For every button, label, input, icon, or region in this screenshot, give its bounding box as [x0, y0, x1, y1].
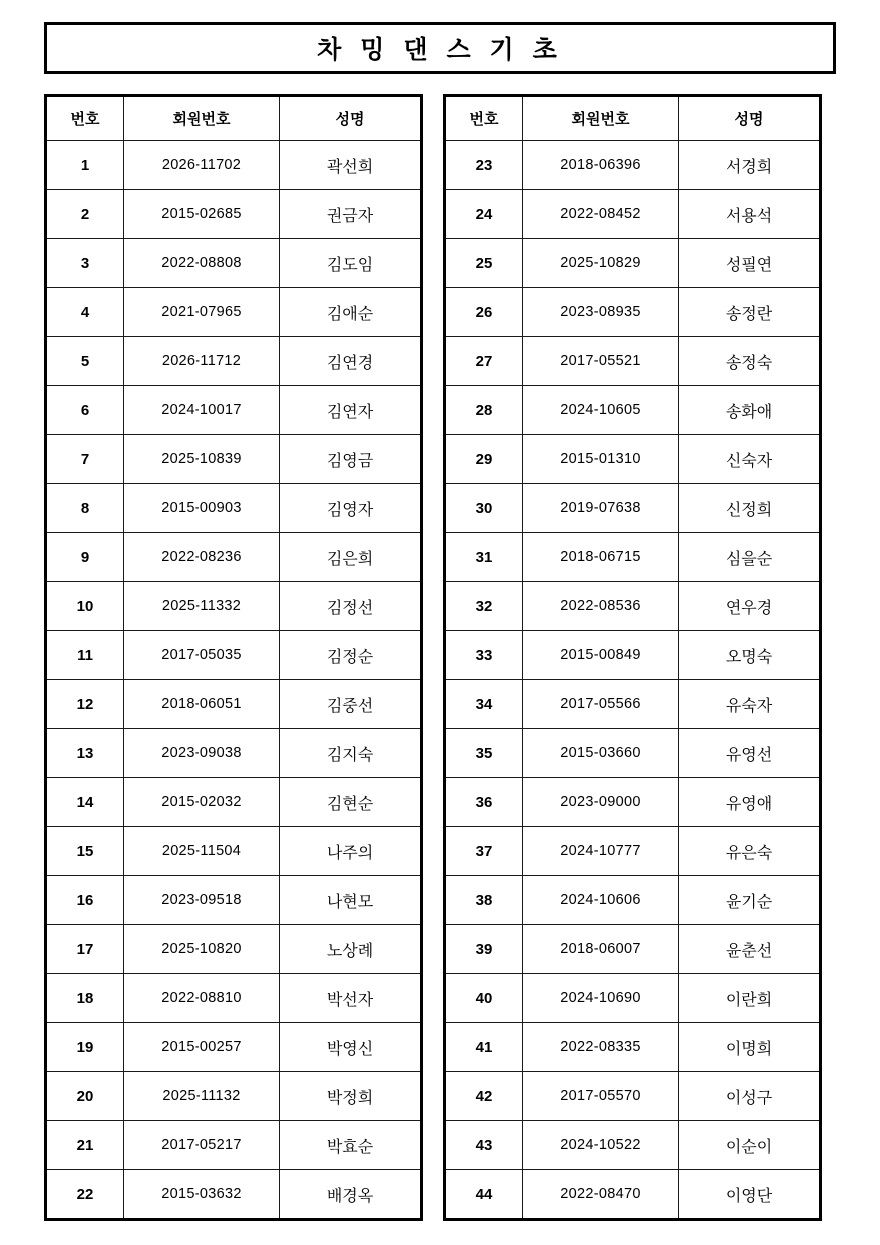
table-row: [445, 190, 821, 239]
cell-name: 김중선: [280, 680, 422, 729]
table-row: [445, 925, 821, 974]
table-row: [46, 533, 422, 582]
cell-member-number: 2015-01310: [523, 435, 679, 484]
column-header-name: 성명: [280, 96, 422, 141]
cell-member-number: 2018-06007: [523, 925, 679, 974]
cell-member-number: 2017-05521: [523, 337, 679, 386]
cell-name: 송화애: [679, 386, 821, 435]
cell-name: 이란희: [679, 974, 821, 1023]
cell-member-number: 2022-08808: [124, 239, 280, 288]
cell-member-number: 2015-00903: [124, 484, 280, 533]
cell-no: 19: [46, 1023, 124, 1072]
cell-no: 10: [46, 582, 124, 631]
table-row: [46, 1023, 422, 1072]
cell-no: 11: [46, 631, 124, 680]
cell-no: 29: [445, 435, 523, 484]
cell-member-number: 2018-06396: [523, 141, 679, 190]
cell-member-number: 2015-03632: [124, 1170, 280, 1220]
cell-no: 23: [445, 141, 523, 190]
cell-name: 노상례: [280, 925, 422, 974]
cell-name: 김은희: [280, 533, 422, 582]
cell-name: 김도임: [280, 239, 422, 288]
cell-member-number: 2024-10606: [523, 876, 679, 925]
cell-member-number: 2018-06051: [124, 680, 280, 729]
cell-name: 나주의: [280, 827, 422, 876]
cell-name: 김지숙: [280, 729, 422, 778]
cell-member-number: 2015-03660: [523, 729, 679, 778]
cell-member-number: 2023-09038: [124, 729, 280, 778]
table-row: [46, 1170, 422, 1220]
table-row: [445, 1072, 821, 1121]
cell-member-number: 2015-02032: [124, 778, 280, 827]
table-row: [445, 533, 821, 582]
cell-name: 서경희: [679, 141, 821, 190]
table-header-row: [445, 96, 821, 141]
cell-name: 박영신: [280, 1023, 422, 1072]
cell-no: 43: [445, 1121, 523, 1170]
table-row: [445, 974, 821, 1023]
cell-no: 15: [46, 827, 124, 876]
cell-member-number: 2024-10522: [523, 1121, 679, 1170]
cell-member-number: 2025-10820: [124, 925, 280, 974]
cell-name: 김영자: [280, 484, 422, 533]
table-row: [445, 876, 821, 925]
cell-member-number: 2023-09518: [124, 876, 280, 925]
table-row: [445, 680, 821, 729]
cell-name: 오명숙: [679, 631, 821, 680]
cell-no: 37: [445, 827, 523, 876]
page-title: 차 밍 댄 스 기 초: [317, 36, 563, 64]
cell-no: 20: [46, 1072, 124, 1121]
cell-name: 배경옥: [280, 1170, 422, 1220]
roster-table-right: [443, 94, 822, 1221]
cell-no: 39: [445, 925, 523, 974]
table-row: [46, 141, 422, 190]
cell-no: 36: [445, 778, 523, 827]
cell-no: 4: [46, 288, 124, 337]
column-header-no: 번호: [445, 96, 523, 141]
table-row: [445, 288, 821, 337]
table-row: [46, 1072, 422, 1121]
table-row: [46, 386, 422, 435]
table-row: [445, 386, 821, 435]
cell-no: 33: [445, 631, 523, 680]
column-header-member-number: 회원번호: [523, 96, 679, 141]
cell-member-number: 2021-07965: [124, 288, 280, 337]
cell-name: 이영단: [679, 1170, 821, 1220]
table-row: [46, 631, 422, 680]
table-row: [46, 190, 422, 239]
cell-name: 박선자: [280, 974, 422, 1023]
cell-name: 성필연: [679, 239, 821, 288]
cell-no: 16: [46, 876, 124, 925]
cell-member-number: 2024-10690: [523, 974, 679, 1023]
table-row: [445, 239, 821, 288]
table-row: [445, 1121, 821, 1170]
cell-no: 21: [46, 1121, 124, 1170]
table-row: [46, 239, 422, 288]
table-row: [445, 1023, 821, 1072]
document-title-box: [44, 22, 836, 74]
table-row: [46, 974, 422, 1023]
table-row: [46, 827, 422, 876]
cell-name: 유영선: [679, 729, 821, 778]
table-row: [46, 337, 422, 386]
cell-name: 송정숙: [679, 337, 821, 386]
cell-member-number: 2017-05217: [124, 1121, 280, 1170]
cell-no: 22: [46, 1170, 124, 1220]
cell-no: 3: [46, 239, 124, 288]
cell-no: 18: [46, 974, 124, 1023]
table-row: [445, 1170, 821, 1220]
cell-name: 김정순: [280, 631, 422, 680]
cell-name: 박효순: [280, 1121, 422, 1170]
table-header-row: [46, 96, 422, 141]
cell-name: 김영금: [280, 435, 422, 484]
cell-no: 12: [46, 680, 124, 729]
table-row: [46, 1121, 422, 1170]
cell-no: 27: [445, 337, 523, 386]
cell-name: 심을순: [679, 533, 821, 582]
cell-member-number: 2022-08536: [523, 582, 679, 631]
table-row: [46, 729, 422, 778]
cell-member-number: 2017-05570: [523, 1072, 679, 1121]
cell-no: 42: [445, 1072, 523, 1121]
table-row: [445, 141, 821, 190]
roster-table-left: [44, 94, 423, 1221]
cell-no: 1: [46, 141, 124, 190]
cell-member-number: 2023-08935: [523, 288, 679, 337]
table-row: [445, 729, 821, 778]
cell-no: 32: [445, 582, 523, 631]
cell-name: 윤춘선: [679, 925, 821, 974]
cell-name: 신정희: [679, 484, 821, 533]
column-header-no: 번호: [46, 96, 124, 141]
column-header-member-number: 회원번호: [124, 96, 280, 141]
cell-no: 41: [445, 1023, 523, 1072]
cell-name: 이순이: [679, 1121, 821, 1170]
cell-no: 24: [445, 190, 523, 239]
cell-member-number: 2025-11332: [124, 582, 280, 631]
cell-no: 25: [445, 239, 523, 288]
cell-name: 김연자: [280, 386, 422, 435]
cell-no: 13: [46, 729, 124, 778]
cell-name: 신숙자: [679, 435, 821, 484]
table-row: [445, 778, 821, 827]
cell-name: 윤기순: [679, 876, 821, 925]
cell-member-number: 2022-08236: [124, 533, 280, 582]
cell-member-number: 2023-09000: [523, 778, 679, 827]
table-row: [46, 582, 422, 631]
cell-name: 김정선: [280, 582, 422, 631]
cell-member-number: 2024-10777: [523, 827, 679, 876]
cell-member-number: 2022-08810: [124, 974, 280, 1023]
cell-name: 박정희: [280, 1072, 422, 1121]
cell-member-number: 2015-00849: [523, 631, 679, 680]
cell-member-number: 2026-11712: [124, 337, 280, 386]
table-row: [445, 827, 821, 876]
cell-no: 35: [445, 729, 523, 778]
cell-name: 나현모: [280, 876, 422, 925]
table-row: [46, 876, 422, 925]
table-row: [46, 484, 422, 533]
cell-name: 김현순: [280, 778, 422, 827]
cell-name: 곽선희: [280, 141, 422, 190]
cell-no: 17: [46, 925, 124, 974]
cell-member-number: 2025-11132: [124, 1072, 280, 1121]
cell-no: 9: [46, 533, 124, 582]
cell-no: 31: [445, 533, 523, 582]
cell-member-number: 2024-10017: [124, 386, 280, 435]
roster-tables: [44, 94, 836, 1221]
cell-name: 서용석: [679, 190, 821, 239]
table-row: [445, 435, 821, 484]
cell-member-number: 2015-02685: [124, 190, 280, 239]
cell-member-number: 2025-11504: [124, 827, 280, 876]
cell-no: 40: [445, 974, 523, 1023]
cell-name: 권금자: [280, 190, 422, 239]
cell-no: 7: [46, 435, 124, 484]
cell-no: 34: [445, 680, 523, 729]
cell-no: 30: [445, 484, 523, 533]
cell-name: 연우경: [679, 582, 821, 631]
cell-name: 이명희: [679, 1023, 821, 1072]
cell-no: 5: [46, 337, 124, 386]
table-row: [445, 582, 821, 631]
cell-no: 2: [46, 190, 124, 239]
cell-no: 44: [445, 1170, 523, 1220]
cell-name: 송정란: [679, 288, 821, 337]
cell-member-number: 2022-08335: [523, 1023, 679, 1072]
cell-member-number: 2017-05566: [523, 680, 679, 729]
column-header-name: 성명: [679, 96, 821, 141]
table-row: [445, 337, 821, 386]
cell-name: 유숙자: [679, 680, 821, 729]
cell-no: 14: [46, 778, 124, 827]
cell-member-number: 2018-06715: [523, 533, 679, 582]
table-row: [445, 631, 821, 680]
table-row: [46, 680, 422, 729]
cell-no: 28: [445, 386, 523, 435]
cell-member-number: 2025-10829: [523, 239, 679, 288]
cell-no: 6: [46, 386, 124, 435]
table-row: [46, 778, 422, 827]
table-row: [445, 484, 821, 533]
cell-member-number: 2022-08452: [523, 190, 679, 239]
cell-member-number: 2026-11702: [124, 141, 280, 190]
cell-no: 8: [46, 484, 124, 533]
cell-member-number: 2019-07638: [523, 484, 679, 533]
cell-name: 유은숙: [679, 827, 821, 876]
table-row: [46, 288, 422, 337]
cell-member-number: 2015-00257: [124, 1023, 280, 1072]
cell-no: 38: [445, 876, 523, 925]
table-row: [46, 435, 422, 484]
cell-name: 유영애: [679, 778, 821, 827]
table-row: [46, 925, 422, 974]
cell-member-number: 2017-05035: [124, 631, 280, 680]
cell-name: 김애순: [280, 288, 422, 337]
cell-member-number: 2022-08470: [523, 1170, 679, 1220]
cell-no: 26: [445, 288, 523, 337]
cell-member-number: 2025-10839: [124, 435, 280, 484]
cell-name: 김연경: [280, 337, 422, 386]
cell-member-number: 2024-10605: [523, 386, 679, 435]
cell-name: 이성구: [679, 1072, 821, 1121]
